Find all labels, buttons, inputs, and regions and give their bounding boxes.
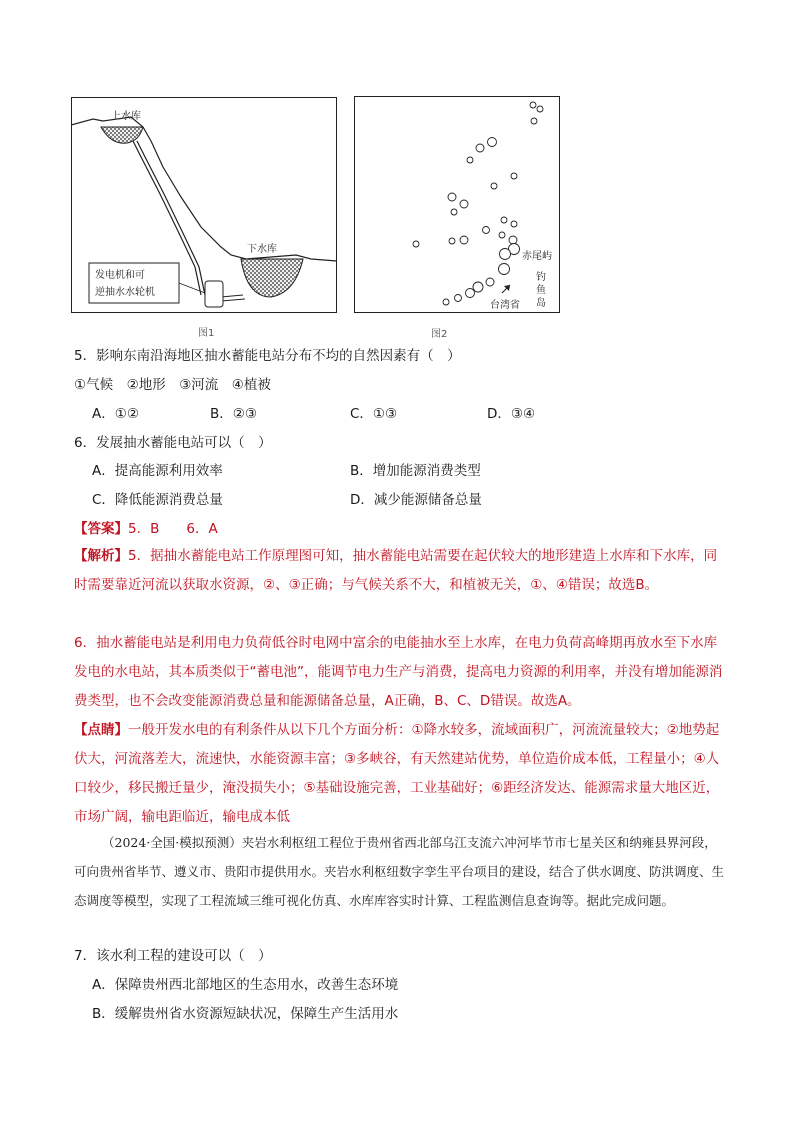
generator-label-line2: 逆抽水水轮机 (95, 287, 155, 298)
lower-reservoir-label: 下水库 (247, 244, 277, 255)
material-paragraph: （2024·全国·模拟预测）夹岩水利枢纽工程位于贵州省西北部乌江支流六冲河毕节市七星关区和纳雍县界河段，可向贵州省毕节、遵义市、贵阳市提供用水。夹岩水利枢纽数字孪生平台项目的建设，结合了供水调度、防洪调度、生态调度等模型，实现了工程流域三维可视化仿真、水库库容实时计算、工程监测信息查询等。据此完成问题。 (74, 835, 725, 908)
label-diaoyu-1: 钓 (536, 272, 546, 283)
q5-stem: 5．影响东南沿海地区抽水蓄能电站分布不均的自然因素有（ ） (74, 348, 461, 364)
label-chiwei: 赤尾屿 (522, 251, 552, 262)
turbine-house (205, 281, 223, 307)
tip-block (74, 716, 726, 832)
q5-option-d: D．③④ (487, 406, 536, 422)
figure-2-map (354, 96, 560, 313)
q6-option-d: D．减少能源储备总量 (350, 492, 482, 508)
q5-option-b: B．②③ (210, 406, 257, 422)
q6-option-c: C．降低能源消费总量 (92, 492, 223, 508)
q6-stem: 6．发展抽水蓄能电站可以（ ） (74, 435, 272, 451)
q6-option-a: A．提高能源利用效率 (92, 463, 223, 479)
label-diaoyu-3: 岛 (536, 298, 546, 309)
upper-reservoir-label: 上水库 (111, 111, 141, 122)
answer-tag: 【答案】 (74, 521, 128, 537)
analysis-tag: 【解析】 (74, 548, 128, 564)
tip-tag: 【点睛】 (74, 722, 128, 738)
q7-option-a: A．保障贵州西北部地区的生态用水，改善生态环境 (92, 977, 399, 993)
analysis-p2: 6．抽水蓄能电站是利用电力负荷低谷时电网中富余的电能抽水至上水库，在电力负荷高峰期再放水至下水库发电的水电站，其本质类似于“蓄电池”，能调节电力生产与消费，提高电力资源的利用率，并没有增加能源消费类型，也不会改变能源消费总量和能源储备总量，A正确，B、C、D错误。故选A。 (74, 635, 723, 709)
figure-1-schematic (71, 97, 337, 313)
tip-text: 一般开发水电的有利条件从以下几个方面分析：①降水较多，流域面积广，河流流量较大；②地势起伏大，河流落差大，流速快，水能资源丰富；③多峡谷，有天然建站优势，单位造价成本低，工程量小；④人口较少，移民搬迁量少，淹没损失小；⑤基础设施完善，工业基础好；⑥距经济发达、能源需求量大地区近，市场广阔，输电距临近，输电成本低 (74, 722, 720, 825)
figure-2-caption: 图2 (431, 329, 448, 340)
label-taiwan: 台湾省 (490, 300, 520, 311)
q7-option-b: B．缓解贵州省水资源短缺状况，保障生产生活用水 (92, 1006, 399, 1022)
analysis-p1-text: 5．据抽水蓄能电站工作原理图可知，抽水蓄能电站需要在起伏较大的地形建造上水库和下水库，同时需要靠近河流以获取水资源，②、③正确；与气候关系不大，和植被无关，①、④错误；故选B。 (74, 548, 718, 593)
label-diaoyu-2: 鱼 (536, 285, 546, 296)
analysis-p1 (74, 542, 726, 600)
figure-1-caption: 图1 (198, 328, 215, 339)
q5-option-a: A．①② (92, 406, 139, 422)
q6-option-b: B．增加能源消费类型 (350, 463, 481, 479)
q5-factors: ①气候 ②地形 ③河流 ④植被 (74, 377, 271, 393)
q7-stem: 7．该水利工程的建设可以（ ） (74, 948, 272, 964)
answer-line (74, 519, 218, 539)
q5-option-c: C．①③ (350, 406, 398, 422)
generator-label-line1: 发电机和可 (95, 270, 145, 281)
answer-text: 5．B 6．A (128, 521, 218, 537)
